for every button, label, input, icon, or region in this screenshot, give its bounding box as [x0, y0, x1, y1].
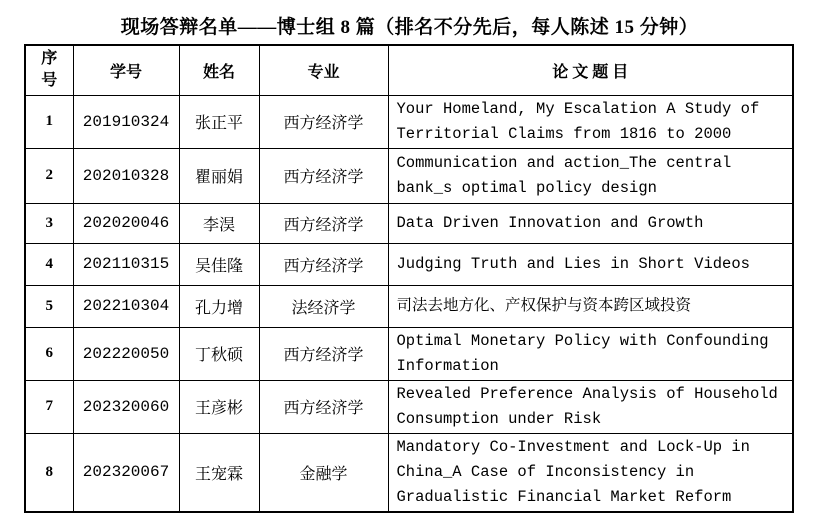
- cell-name: 张正平: [179, 95, 259, 148]
- cell-index: 7: [25, 380, 73, 433]
- cell-major: 法经济学: [259, 285, 388, 327]
- cell-major: 西方经济学: [259, 327, 388, 380]
- table-row: [25, 243, 793, 285]
- cell-student-id: 202210304: [73, 285, 179, 327]
- table-row: [25, 327, 793, 380]
- cell-student-id: 202020046: [73, 203, 179, 243]
- header-cell-student-id: 学号: [73, 45, 179, 95]
- cell-major: 西方经济学: [259, 148, 388, 203]
- table-row: [25, 95, 793, 148]
- cell-student-id: 201910324: [73, 95, 179, 148]
- cell-major: 西方经济学: [259, 95, 388, 148]
- cell-index: 6: [25, 327, 73, 380]
- cell-index: 8: [25, 433, 73, 512]
- cell-thesis-title: Optimal Monetary Policy with Confounding Information: [388, 327, 793, 380]
- cell-index: 5: [25, 285, 73, 327]
- cell-name: 王宠霖: [179, 433, 259, 512]
- table-row: [25, 148, 793, 203]
- cell-student-id: 202110315: [73, 243, 179, 285]
- table-row: [25, 433, 793, 512]
- cell-student-id: 202320067: [73, 433, 179, 512]
- cell-thesis-title: Data Driven Innovation and Growth: [388, 203, 793, 243]
- cell-name: 丁秋硕: [179, 327, 259, 380]
- page-title: 现场答辩名单——博士组 8 篇（排名不分先后，每人陈述 15 分钟）: [120, 17, 699, 38]
- cell-name: 李淏: [179, 203, 259, 243]
- cell-thesis-title: Communication and action_The central bank_s optimal policy design: [388, 148, 793, 203]
- cell-thesis-title: Judging Truth and Lies in Short Videos: [388, 243, 793, 285]
- table-row: [25, 285, 793, 327]
- cell-major: 西方经济学: [259, 203, 388, 243]
- cell-student-id: 202220050: [73, 327, 179, 380]
- header-cell-index: [25, 45, 73, 95]
- header-cell-thesis-title: 论 文 题 目: [388, 45, 793, 95]
- table-row: [25, 203, 793, 243]
- cell-index: 1: [25, 95, 73, 148]
- cell-major: 西方经济学: [259, 380, 388, 433]
- cell-index: 2: [25, 148, 73, 203]
- cell-thesis-title: Revealed Preference Analysis of Household Consumption under Risk: [388, 380, 793, 433]
- header-cell-name: 姓名: [179, 45, 259, 95]
- header-cell-major: 专业: [259, 45, 388, 95]
- cell-index: 4: [25, 243, 73, 285]
- header-index-label: 序号: [41, 49, 58, 90]
- cell-name: 吴佳隆: [179, 243, 259, 285]
- cell-name: 王彦彬: [179, 380, 259, 433]
- table-row: [25, 380, 793, 433]
- cell-index: 3: [25, 203, 73, 243]
- cell-student-id: 202010328: [73, 148, 179, 203]
- cell-major: 金融学: [259, 433, 388, 512]
- cell-thesis-title: 司法去地方化、产权保护与资本跨区域投资: [388, 285, 793, 327]
- cell-name: 瞿丽娟: [179, 148, 259, 203]
- defense-roster-table: [24, 44, 794, 513]
- cell-major: 西方经济学: [259, 243, 388, 285]
- cell-thesis-title: Your Homeland, My Escalation A Study of Territorial Claims from 1816 to 2000: [388, 95, 793, 148]
- cell-thesis-title: Mandatory Co-Investment and Lock-Up in China_A Case of Inconsistency in Gradualistic Financial Market Reform: [388, 433, 793, 512]
- table-header-row: [25, 45, 793, 95]
- cell-name: 孔力增: [179, 285, 259, 327]
- cell-student-id: 202320060: [73, 380, 179, 433]
